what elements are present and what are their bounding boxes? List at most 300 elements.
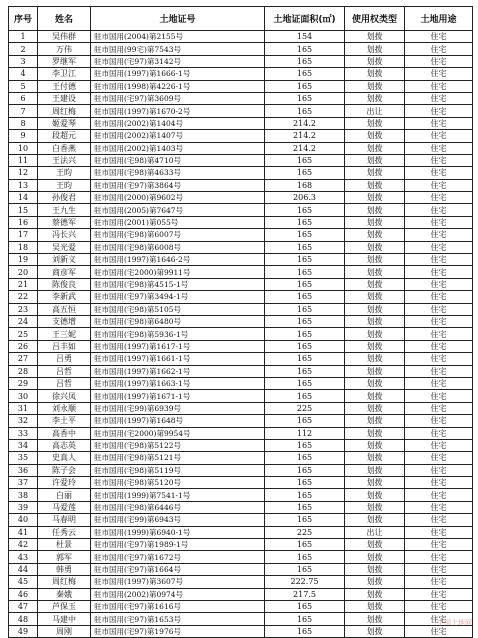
owner-name: 刘新义 <box>38 254 91 266</box>
land-use: 住宅 <box>405 254 473 266</box>
certificate-area: 165 <box>265 489 345 501</box>
certificate-area: 165 <box>265 477 345 489</box>
certificate-area: 165 <box>265 167 345 179</box>
header-row <box>9 7 473 31</box>
row-index: 44 <box>9 563 38 575</box>
right-type: 划拨 <box>345 142 405 154</box>
certificate-number: 驻市国用(宅98)第5936-1号 <box>91 328 265 340</box>
land-use: 住宅 <box>405 192 473 204</box>
table-row <box>9 489 473 501</box>
certificate-number: 驻市国用(宅98)第4633号 <box>91 167 265 179</box>
owner-name: 支德增 <box>38 315 91 327</box>
row-index: 2 <box>9 43 38 55</box>
right-type: 划拨 <box>345 130 405 142</box>
owner-name: 高香中 <box>38 427 91 439</box>
land-use: 住宅 <box>405 402 473 414</box>
owner-name: 高志英 <box>38 439 91 451</box>
row-index: 23 <box>9 303 38 315</box>
right-type: 划拨 <box>345 254 405 266</box>
table-row <box>9 613 473 625</box>
land-use: 住宅 <box>405 68 473 80</box>
owner-name: 秦娥 <box>38 588 91 600</box>
certificate-area: 165 <box>265 315 345 327</box>
right-type: 划拨 <box>345 241 405 253</box>
certificate-area: 165 <box>265 415 345 427</box>
owner-name: 李卫江 <box>38 68 91 80</box>
right-type: 划拨 <box>345 216 405 228</box>
certificate-number: 驻市国用(1997)第1663-1号 <box>91 377 265 389</box>
row-index: 41 <box>9 526 38 538</box>
land-use: 住宅 <box>405 464 473 476</box>
owner-name: 罗继军 <box>38 55 91 67</box>
row-index: 8 <box>9 117 38 129</box>
row-index: 1 <box>9 31 38 43</box>
land-use: 住宅 <box>405 105 473 117</box>
certificate-number: 驻市国用(1998)第4226-1号 <box>91 80 265 92</box>
land-use: 住宅 <box>405 353 473 365</box>
certificate-number: 驻市国用(1997)第1617-1号 <box>91 340 265 352</box>
table-row <box>9 315 473 327</box>
row-index: 7 <box>9 105 38 117</box>
owner-name: 马建中 <box>38 613 91 625</box>
right-type: 出让 <box>345 105 405 117</box>
table-row <box>9 254 473 266</box>
certificate-area: 165 <box>265 340 345 352</box>
owner-name: 吕丰如 <box>38 340 91 352</box>
table-row <box>9 415 473 427</box>
right-type: 划拨 <box>345 353 405 365</box>
certificate-area: 165 <box>265 551 345 563</box>
right-type: 划拨 <box>345 588 405 600</box>
header-right-type: 使用权类型 <box>345 7 405 31</box>
certificate-area: 165 <box>265 328 345 340</box>
owner-name: 马春明 <box>38 514 91 526</box>
right-type: 划拨 <box>345 92 405 104</box>
owner-name: 吴伟群 <box>38 31 91 43</box>
right-type: 划拨 <box>345 229 405 241</box>
right-type: 划拨 <box>345 625 405 637</box>
owner-name: 蔡德军 <box>38 216 91 228</box>
owner-name: 王昀 <box>38 167 91 179</box>
owner-name: 王付德 <box>38 80 91 92</box>
land-use: 住宅 <box>405 514 473 526</box>
certificate-area: 165 <box>265 80 345 92</box>
certificate-area: 165 <box>265 303 345 315</box>
row-index: 21 <box>9 278 38 290</box>
right-type: 划拨 <box>345 154 405 166</box>
right-type: 划拨 <box>345 340 405 352</box>
owner-name: 李新武 <box>38 291 91 303</box>
land-use: 住宅 <box>405 291 473 303</box>
table-row <box>9 117 473 129</box>
land-use: 住宅 <box>405 588 473 600</box>
certificate-area: 165 <box>265 464 345 476</box>
table-row <box>9 130 473 142</box>
certificate-number: 驻市国用(1999)第6940-1号 <box>91 526 265 538</box>
certificate-number: 驻市国用(宅98)第5119号 <box>91 464 265 476</box>
certificate-area: 168 <box>265 179 345 191</box>
owner-name: 商彦军 <box>38 266 91 278</box>
certificate-number: 驻市国用(宅98)第5121号 <box>91 452 265 464</box>
owner-name: 任秀云 <box>38 526 91 538</box>
table-row <box>9 501 473 513</box>
right-type: 划拨 <box>345 464 405 476</box>
certificate-number: 驻市国用(2002)第1407号 <box>91 130 265 142</box>
owner-name: 吴光爱 <box>38 241 91 253</box>
land-use: 住宅 <box>405 551 473 563</box>
row-index: 45 <box>9 576 38 588</box>
right-type: 划拨 <box>345 415 405 427</box>
header-land-use: 土地用途 <box>405 7 473 31</box>
certificate-area: 165 <box>265 204 345 216</box>
certificate-number: 驻市国用(99宅)第7543号 <box>91 43 265 55</box>
right-type: 划拨 <box>345 117 405 129</box>
certificate-number: 驻市国用(宅99)第6943号 <box>91 514 265 526</box>
owner-name: 马爱莲 <box>38 501 91 513</box>
table-row <box>9 402 473 414</box>
table-header <box>9 7 473 31</box>
certificate-area: 165 <box>265 514 345 526</box>
land-use: 住宅 <box>405 167 473 179</box>
owner-name: 吕哲 <box>38 365 91 377</box>
certificate-area: 165 <box>265 390 345 402</box>
land-use: 住宅 <box>405 563 473 575</box>
right-type: 划拨 <box>345 167 405 179</box>
table-row <box>9 439 473 451</box>
certificate-area: 165 <box>265 539 345 551</box>
land-use: 住宅 <box>405 229 473 241</box>
table-row <box>9 551 473 563</box>
row-index: 46 <box>9 588 38 600</box>
certificate-area: 206.3 <box>265 192 345 204</box>
owner-name: 周红梅 <box>38 576 91 588</box>
right-type: 划拨 <box>345 402 405 414</box>
land-use: 住宅 <box>405 303 473 315</box>
certificate-number: 驻市国用(宅97)第3494-1号 <box>91 291 265 303</box>
row-index: 31 <box>9 402 38 414</box>
certificate-number: 驻市国用(宅97)第1672号 <box>91 551 265 563</box>
certificate-number: 驻市国用(宅98)第4515-1号 <box>91 278 265 290</box>
owner-name: 郭军 <box>38 551 91 563</box>
table-row <box>9 68 473 80</box>
certificate-number: 驻市国用(宅97)第1664号 <box>91 563 265 575</box>
row-index: 11 <box>9 154 38 166</box>
owner-name: 王三妮 <box>38 328 91 340</box>
owner-name: 史真人 <box>38 452 91 464</box>
right-type: 划拨 <box>345 278 405 290</box>
land-use: 住宅 <box>405 117 473 129</box>
land-use: 住宅 <box>405 179 473 191</box>
certificate-area: 165 <box>265 92 345 104</box>
certificate-area: 214.2 <box>265 142 345 154</box>
land-use: 住宅 <box>405 142 473 154</box>
certificate-area: 165 <box>265 563 345 575</box>
row-index: 14 <box>9 192 38 204</box>
land-use: 住宅 <box>405 31 473 43</box>
land-use: 住宅 <box>405 204 473 216</box>
row-index: 25 <box>9 328 38 340</box>
certificate-number: 驻市国用(宅97)第1616号 <box>91 600 265 612</box>
table-row <box>9 216 473 228</box>
owner-name: 王九生 <box>38 204 91 216</box>
row-index: 17 <box>9 229 38 241</box>
land-use: 住宅 <box>405 130 473 142</box>
table-row <box>9 452 473 464</box>
owner-name: 周刚 <box>38 625 91 637</box>
table-row <box>9 278 473 290</box>
certificate-area: 165 <box>265 625 345 637</box>
certificate-number: 驻市国用(宅98)第6446号 <box>91 501 265 513</box>
certificate-area: 112 <box>265 427 345 439</box>
owner-name: 许爱玲 <box>38 477 91 489</box>
certificate-area: 165 <box>265 439 345 451</box>
row-index: 32 <box>9 415 38 427</box>
right-type: 划拨 <box>345 43 405 55</box>
row-index: 12 <box>9 167 38 179</box>
table-row <box>9 204 473 216</box>
certificate-area: 165 <box>265 105 345 117</box>
land-use: 住宅 <box>405 216 473 228</box>
owner-name: 吕哲 <box>38 377 91 389</box>
certificate-area: 165 <box>265 68 345 80</box>
certificate-area: 217.5 <box>265 588 345 600</box>
land-use: 住宅 <box>405 278 473 290</box>
row-index: 6 <box>9 92 38 104</box>
row-index: 37 <box>9 477 38 489</box>
table-row <box>9 328 473 340</box>
certificate-area: 214.2 <box>265 117 345 129</box>
table-row <box>9 353 473 365</box>
certificate-number: 驻市国用(宅97)第1989-1号 <box>91 539 265 551</box>
row-index: 9 <box>9 130 38 142</box>
row-index: 28 <box>9 365 38 377</box>
table-row <box>9 588 473 600</box>
land-use: 住宅 <box>405 80 473 92</box>
certificate-area: 225 <box>265 526 345 538</box>
row-index: 20 <box>9 266 38 278</box>
table-row <box>9 229 473 241</box>
header-index: 序号 <box>9 7 38 31</box>
table-body <box>9 31 473 638</box>
land-certificate-table-container <box>8 6 472 638</box>
table-row <box>9 55 473 67</box>
table-row <box>9 625 473 637</box>
table-row <box>9 80 473 92</box>
owner-name: 王昀 <box>38 179 91 191</box>
right-type: 划拨 <box>345 179 405 191</box>
row-index: 36 <box>9 464 38 476</box>
table-row <box>9 241 473 253</box>
right-type: 划拨 <box>345 452 405 464</box>
owner-name: 白丽 <box>38 489 91 501</box>
row-index: 15 <box>9 204 38 216</box>
table-row <box>9 514 473 526</box>
table-row <box>9 600 473 612</box>
right-type: 划拨 <box>345 563 405 575</box>
land-use: 住宅 <box>405 266 473 278</box>
land-use: 住宅 <box>405 526 473 538</box>
row-index: 38 <box>9 489 38 501</box>
owner-name: 陈子会 <box>38 464 91 476</box>
table-row <box>9 179 473 191</box>
owner-name: 万伟 <box>38 43 91 55</box>
land-use: 住宅 <box>405 539 473 551</box>
table-row <box>9 31 473 43</box>
row-index: 30 <box>9 390 38 402</box>
land-use: 住宅 <box>405 390 473 402</box>
certificate-number: 驻市国用(宅98)第5105号 <box>91 303 265 315</box>
table-row <box>9 303 473 315</box>
certificate-number: 驻市国用(宅98)第5122号 <box>91 439 265 451</box>
land-use: 住宅 <box>405 489 473 501</box>
certificate-number: 驻市国用(1997)第1661-1号 <box>91 353 265 365</box>
land-use: 住宅 <box>405 625 473 637</box>
owner-name: 韩勇 <box>38 563 91 575</box>
land-use: 住宅 <box>405 154 473 166</box>
table-row <box>9 266 473 278</box>
land-use: 住宅 <box>405 92 473 104</box>
land-use: 住宅 <box>405 55 473 67</box>
certificate-number: 驻市国用(1997)第1646-2号 <box>91 254 265 266</box>
land-use: 住宅 <box>405 452 473 464</box>
owner-name: 王建设 <box>38 92 91 104</box>
land-use: 住宅 <box>405 377 473 389</box>
certificate-number: 驻市国用(宅98)第5120号 <box>91 477 265 489</box>
row-index: 33 <box>9 427 38 439</box>
land-use: 住宅 <box>405 43 473 55</box>
table-row <box>9 526 473 538</box>
right-type: 划拨 <box>345 291 405 303</box>
certificate-area: 165 <box>265 501 345 513</box>
land-use: 住宅 <box>405 415 473 427</box>
table-row <box>9 539 473 551</box>
table-row <box>9 154 473 166</box>
right-type: 划拨 <box>345 613 405 625</box>
right-type: 划拨 <box>345 477 405 489</box>
certificate-area: 165 <box>265 254 345 266</box>
table-row <box>9 365 473 377</box>
right-type: 划拨 <box>345 576 405 588</box>
owner-name: 陈俊良 <box>38 278 91 290</box>
certificate-number: 驻市国用(宅97)第1653号 <box>91 613 265 625</box>
owner-name: 杜景 <box>38 539 91 551</box>
right-type: 划拨 <box>345 489 405 501</box>
certificate-number: 驻市国用(2004)第2155号 <box>91 31 265 43</box>
site-watermark: 中国土地网 <box>437 619 472 627</box>
land-use: 住宅 <box>405 365 473 377</box>
certificate-number: 驻市国用(1997)第3607号 <box>91 576 265 588</box>
right-type: 划拨 <box>345 31 405 43</box>
certificate-area: 225 <box>265 402 345 414</box>
row-index: 22 <box>9 291 38 303</box>
certificate-number: 驻市国用(宅2000)第9911号 <box>91 266 265 278</box>
owner-name: 吕勇 <box>38 353 91 365</box>
row-index: 40 <box>9 514 38 526</box>
certificate-area: 165 <box>265 55 345 67</box>
certificate-number: 驻市国用(2002)第1404号 <box>91 117 265 129</box>
certificate-area: 154 <box>265 31 345 43</box>
right-type: 划拨 <box>345 501 405 513</box>
certificate-number: 驻市国用(2001)第055号 <box>91 216 265 228</box>
table-row <box>9 576 473 588</box>
certificate-area: 222.75 <box>265 576 345 588</box>
land-use: 住宅 <box>405 241 473 253</box>
owner-name: 姬爱琴 <box>38 117 91 129</box>
certificate-area: 165 <box>265 43 345 55</box>
land-use: 住宅 <box>405 315 473 327</box>
certificate-number: 驻市国用(1997)第1648号 <box>91 415 265 427</box>
right-type: 划拨 <box>345 192 405 204</box>
row-index: 27 <box>9 353 38 365</box>
right-type: 划拨 <box>345 55 405 67</box>
right-type: 划拨 <box>345 551 405 563</box>
certificate-area: 214.2 <box>265 130 345 142</box>
row-index: 10 <box>9 142 38 154</box>
right-type: 划拨 <box>345 204 405 216</box>
certificate-area: 165 <box>265 154 345 166</box>
certificate-number: 驻市国用(宅98)第6480号 <box>91 315 265 327</box>
table-row <box>9 192 473 204</box>
land-certificate-table <box>8 6 473 638</box>
row-index: 5 <box>9 80 38 92</box>
table-row <box>9 477 473 489</box>
row-index: 3 <box>9 55 38 67</box>
right-type: 划拨 <box>345 266 405 278</box>
owner-name: 芦保玉 <box>38 600 91 612</box>
right-type: 划拨 <box>345 439 405 451</box>
land-use: 住宅 <box>405 427 473 439</box>
row-index: 48 <box>9 613 38 625</box>
certificate-area: 165 <box>265 291 345 303</box>
header-name: 姓名 <box>38 7 91 31</box>
land-use: 住宅 <box>405 501 473 513</box>
land-use: 住宅 <box>405 477 473 489</box>
row-index: 13 <box>9 179 38 191</box>
right-type: 划拨 <box>345 315 405 327</box>
certificate-area: 165 <box>265 353 345 365</box>
table-row <box>9 464 473 476</box>
table-row <box>9 43 473 55</box>
row-index: 16 <box>9 216 38 228</box>
right-type: 划拨 <box>345 80 405 92</box>
row-index: 39 <box>9 501 38 513</box>
land-use: 住宅 <box>405 328 473 340</box>
owner-name: 王法兴 <box>38 154 91 166</box>
table-row <box>9 390 473 402</box>
certificate-area: 165 <box>265 216 345 228</box>
land-use: 住宅 <box>405 340 473 352</box>
certificate-number: 驻市国用(宅2000)第9954号 <box>91 427 265 439</box>
certificate-area: 165 <box>265 600 345 612</box>
owner-name: 李土平 <box>38 415 91 427</box>
table-row <box>9 340 473 352</box>
certificate-number: 驻市国用(宅98)第6007号 <box>91 229 265 241</box>
certificate-number: 驻市国用(宅99)第6939号 <box>91 402 265 414</box>
header-area: 土地证面积(㎡) <box>265 7 345 31</box>
right-type: 划拨 <box>345 303 405 315</box>
certificate-number: 驻市国用(1997)第1670-2号 <box>91 105 265 117</box>
right-type: 划拨 <box>345 514 405 526</box>
owner-name: 冯长兴 <box>38 229 91 241</box>
right-type: 划拨 <box>345 328 405 340</box>
right-type: 划拨 <box>345 377 405 389</box>
certificate-number: 驻市国用(宅98)第4710号 <box>91 154 265 166</box>
right-type: 划拨 <box>345 539 405 551</box>
owner-name: 周红梅 <box>38 105 91 117</box>
certificate-area: 165 <box>265 241 345 253</box>
right-type: 划拨 <box>345 427 405 439</box>
row-index: 18 <box>9 241 38 253</box>
